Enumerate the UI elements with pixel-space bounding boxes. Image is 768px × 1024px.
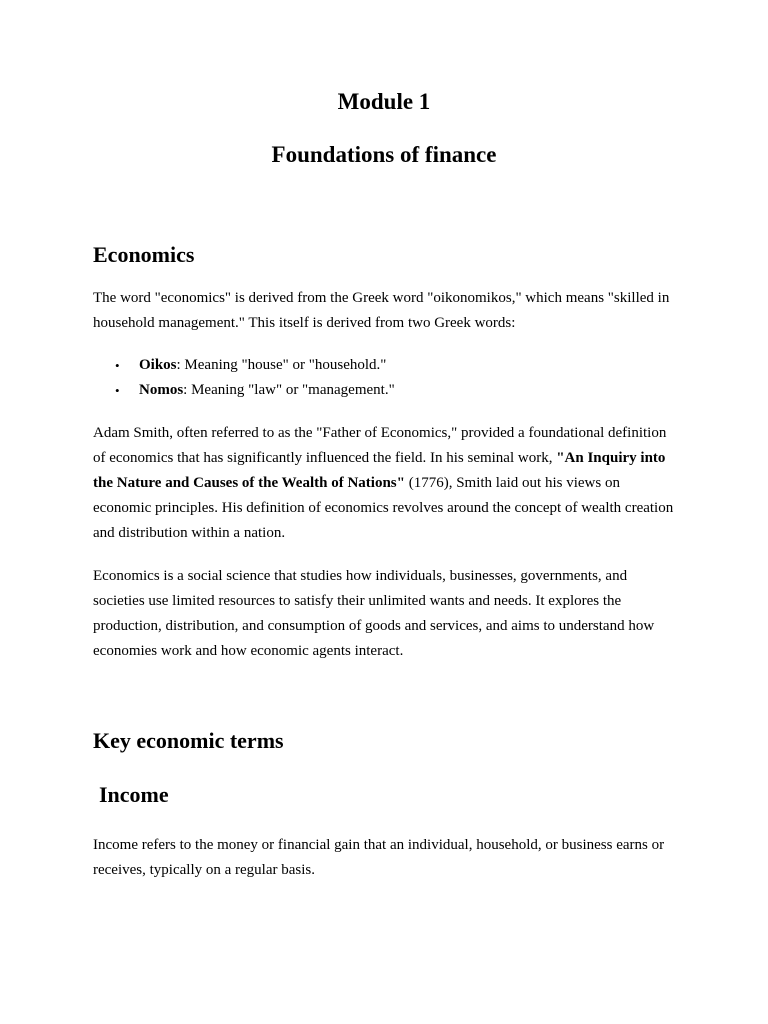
key-terms-heading: Key economic terms <box>93 728 284 753</box>
module-subtitle: Foundations of finance <box>271 142 497 167</box>
wealth-of-nations-title: "An Inquiry into the Nature and Causes of the Wealth of Nations" <box>93 450 666 491</box>
economics-definition-paragraph: Economics is a social science that studies how individuals, businesses, governments, and societies use limited resources to satisfy their unlimited wants and needs. It explores the production, distribution, and consumption of goods and services, and aims to understand how economies work and how economic agents interact. <box>93 568 655 659</box>
list-item <box>93 378 675 403</box>
list-item-term: Nomos <box>139 382 184 398</box>
module-title: Module 1 <box>337 89 431 114</box>
bullet-icon: • <box>115 358 120 373</box>
list-item-definition: : Meaning "house" or "household." <box>176 357 387 373</box>
list-item-definition: : Meaning "law" or "management." <box>183 382 395 398</box>
greek-words-list <box>93 353 675 403</box>
list-item <box>93 353 675 378</box>
list-item-term: Oikos <box>139 357 177 373</box>
bullet-icon: • <box>115 383 120 398</box>
adam-smith-text-start: Adam Smith, often referred to as the "Father of Economics," provided a foundational definition of economics that has significantly influenced the field. In his seminal work, <box>93 425 667 466</box>
income-definition-paragraph: Income refers to the money or financial gain that an individual, household, or business earns or receives, typically on a regular basis. <box>93 837 665 878</box>
income-heading: Income <box>99 782 169 807</box>
economics-heading: Economics <box>93 242 195 267</box>
adam-smith-paragraph <box>93 421 675 546</box>
adam-smith-text-end: (1776), Smith laid out his views on economic principles. His definition of economics revolves around the concept of wealth creation and distribution within a nation. <box>93 475 674 541</box>
economics-etymology-paragraph: The word "economics" is derived from the Greek word "oikonomikos," which means "skilled in household management." This itself is derived from two Greek words: <box>93 290 670 331</box>
